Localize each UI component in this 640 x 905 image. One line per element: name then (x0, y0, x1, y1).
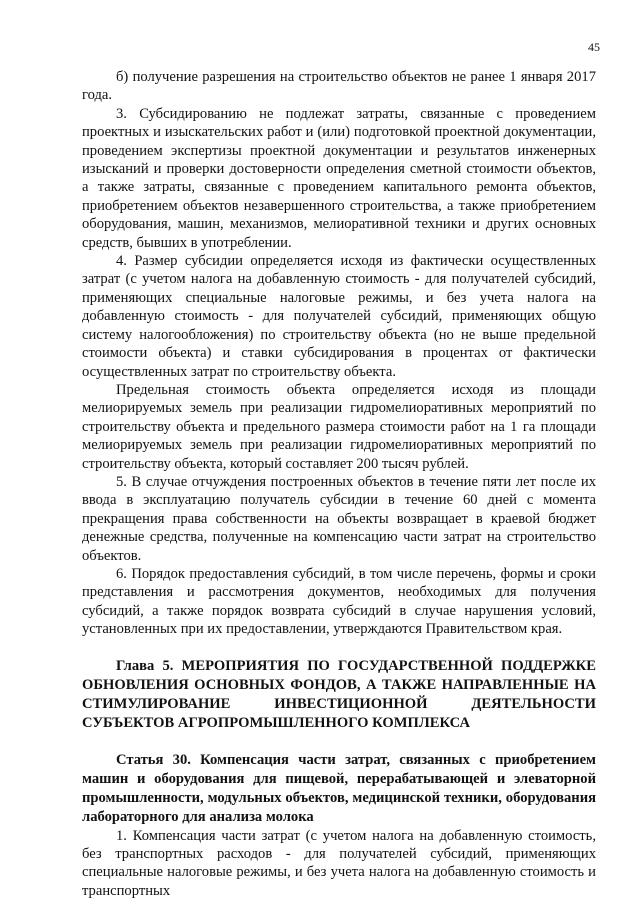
chapter-heading: Глава 5. МЕРОПРИЯТИЯ ПО ГОСУДАРСТВЕННОЙ ПОДДЕРЖКЕ ОБНОВЛЕНИЯ ОСНОВНЫХ ФОНДОВ, А ТАКЖЕ НАПРАВЛЕННЫЕ НА СТИМУЛИРОВАНИЕ ИНВЕСТИЦИОННОЙ ДЕЯТЕЛЬНОСТИ СУБЪЕКТОВ АГРОПРОМЫШЛЕННОГО КОМПЛЕКСА (82, 657, 596, 731)
paragraph: 4. Размер субсидии определяется исходя из фактически осуществленных затрат (с учетом налога на добавленную стоимость - для получателей субсидий, применяющих специальные налоговые режимы, и без учета налога на добавленную стоимость - для получателей субсидий, применяющих общую систему налогообложения) по строительству объекта (но не выше предельной стоимости объекта) и ставки субсидирования в процентах от фактически осуществленных затрат по строительству объекта. (82, 253, 596, 380)
page-number: 45 (588, 40, 600, 54)
document-body (82, 68, 596, 900)
article-heading: Статья 30. Компенсация части затрат, связанных с приобретением машин и оборудования для пищевой, перерабатывающей и элеваторной промышленности, модульных объектов, медицинской техники, оборудования лабораторного для анализа молока (82, 751, 596, 825)
paragraph: 6. Порядок предоставления субсидий, в том числе перечень, формы и сроки представления и рассмотрения документов, необходимых для получения субсидий, а также порядок возврата субсидий в случае нарушения условий, установленных при их предоставлении, утверждаются Правительством края. (82, 565, 596, 638)
paragraph: Предельная стоимость объекта определяется исходя из площади мелиорируемых земель при реализации гидромелиоративных мероприятий по строительству объекта и предельного размера стоимости работ на 1 га площади мелиорируемых земель при реализации гидромелиоративных мероприятий по строительству объекта, который составляет 200 тысяч рублей. (82, 381, 596, 472)
paragraph: 5. В случае отчуждения построенных объектов в течение пяти лет после их ввода в эксплуатацию получатель субсидии в течение 60 дней с момента прекращения права собственности на объекты возвращает в краевой бюджет денежные средства, полученные на компенсацию части затрат на строительство объектов. (82, 473, 596, 564)
paragraph: 3. Субсидированию не подлежат затраты, связанные с проведением проектных и изыскательских работ и (или) подготовкой проектной документации, проведением экспертизы проектной документации и результатов инженерных изысканий и проверки достоверности определения сметной стоимости объектов, а также затраты, связанные с проведением капитального ремонта объектов, приобретением объектов незавершенного строительства, а также приобретением оборудования, машин, механизмов, мелиоративной техники и других основных средств, бывших в употреблении. (82, 105, 596, 251)
paragraph: 1. Компенсация части затрат (с учетом налога на добавленную стоимость, без транспортных расходов - для получателей субсидий, применяющих специальные налоговые режимы, и без учета налога на добавленную стоимость и транспортных (82, 827, 596, 899)
paragraph: б) получение разрешения на строительство объектов не ранее 1 января 2017 года. (82, 69, 596, 104)
